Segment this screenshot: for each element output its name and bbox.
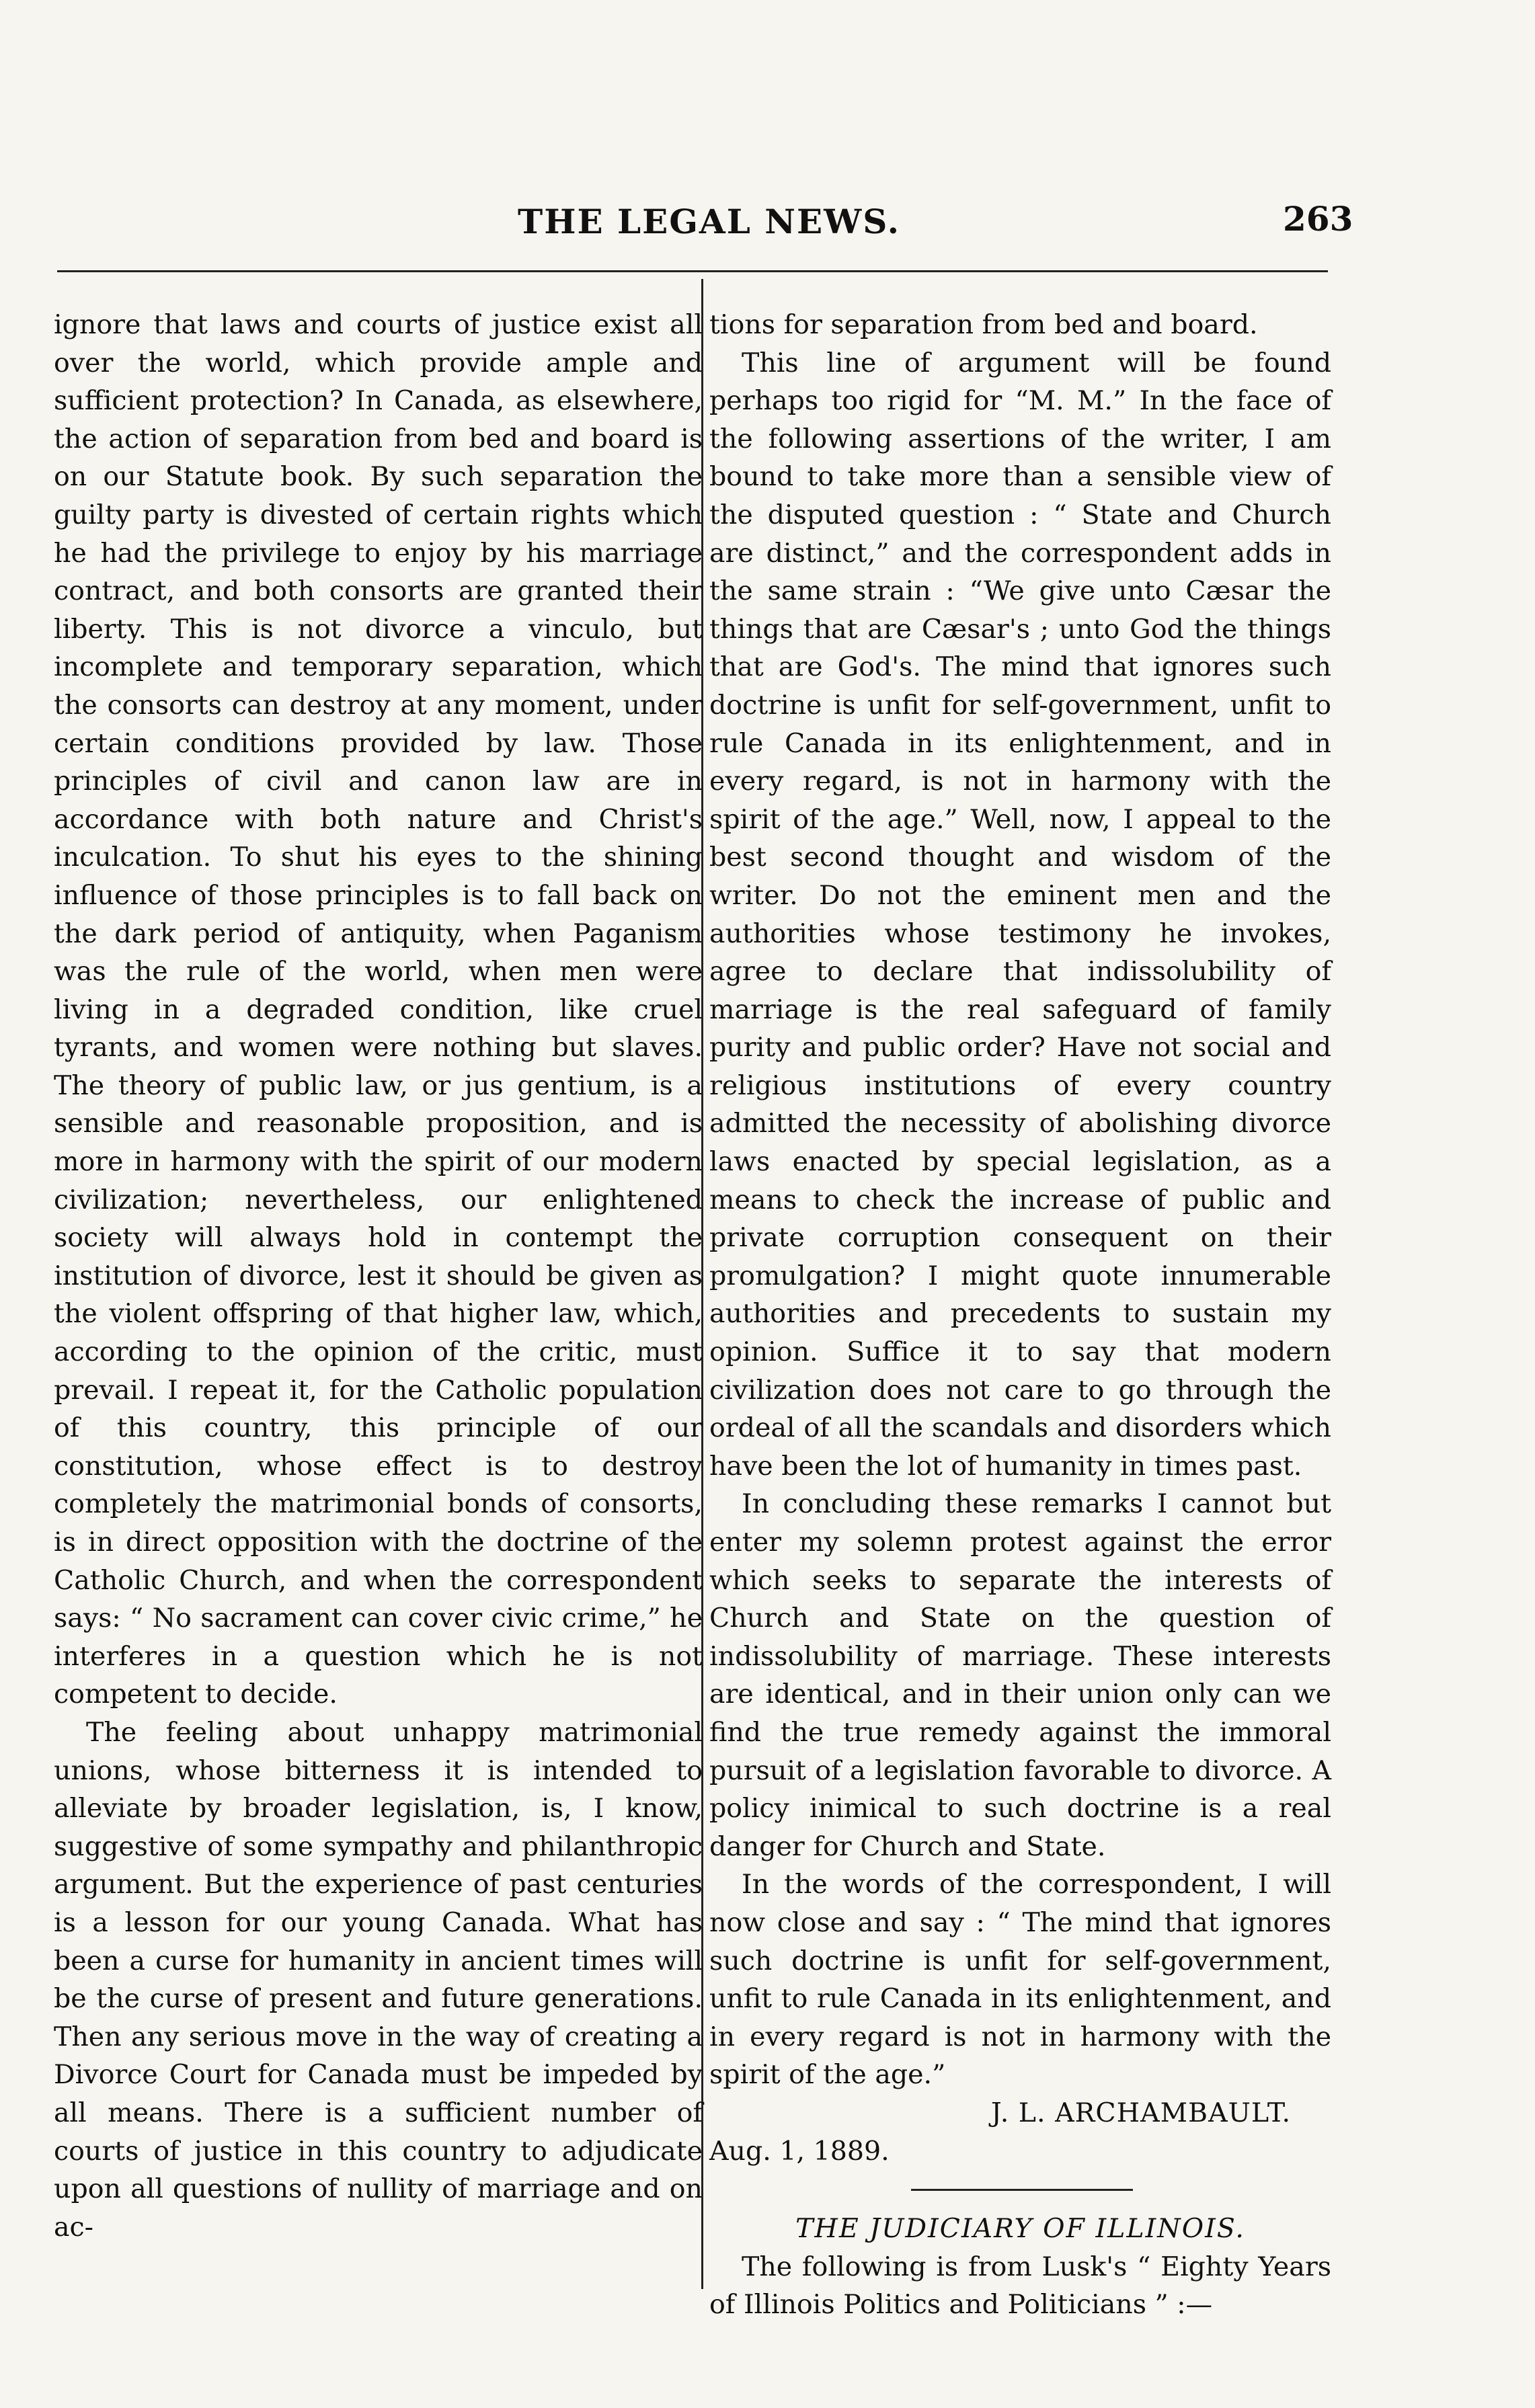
left-paragraph-2: The feeling about unhappy matrimonial unions, whose bitterness it is intended to alleviate by broader legislation, is, I know, suggestive of some sympathy and philanthropic argument. But the experience of past centuries is a lesson for our young Canada. What has been a curse for humanity in ancient times will be the curse of present and future generations. Then any serious move in the way of creating a Divorce Court for Canada must be impeded by all means. There is a sufficient number of courts of justice in this country to adjudicate upon all questions of nullity of marriage and on ac-	[54, 1716, 703, 2243]
article-date: Aug. 1, 1889.	[709, 2135, 890, 2167]
right-paragraph-4: In the words of the correspondent, I will now close and say : “ The mind that ignores such doctrine is unfit for self-government, unfit to rule Canada in its enlightenment, and in every regard is not in harmony with the spirit of the age.”	[709, 1869, 1331, 2091]
right-paragraph-1: tions for separation from bed and board.	[709, 309, 1258, 340]
left-paragraph-1: ignore that laws and courts of justice exist all over the world, which provide ample and sufficient protection? In Canada, as elsewhere, the action of separation from bed and board is on our Statute book. By such separation the guilty party is divested of certain rights which he had the privilege to enjoy by his marriage contract, and both consorts are granted their liberty. This is not divorce a vinculo, but incomplete and temporary separation, which the consorts can destroy at any moment, under certain conditions provided by law. Those principles of civil and canon law are in accordance with both nature and Christ's inculcation. To shut his eyes to the shining influence of those principles is to fall back on the dark period of antiquity, when Paganism was the rule of the world, when men were living in a degraded condition, like cruel tyrants, and women were nothing but slaves. The theory of public law, or jus gentium, is a sensible and reasonable proposition, and is more in harmony with the spirit of our modern civilization; nevertheless, our enlightened society will always hold in contempt the institution of divorce, lest it should be given as the violent offspring of that higher law, which, according to the opinion of the critic, must prevail. I repeat it, for the Catholic population of this country, this principle of our constitution, whose effect is to destroy completely the matrimonial bonds of consorts, is in direct opposition with the doctrine of the Catholic Church, and when the correspondent says: “ No sacrament can cover civic crime,” he interferes in a question which he is not competent to decide.	[54, 309, 703, 1710]
right-paragraph-2: This line of argument will be found perhaps too rigid for “M. M.” In the face of the following assertions of the writer, I am bound to take more than a sensible view of the disputed question : “ State and Church are distinct,” and the correspondent adds in the same strain : “We give unto Cæsar the things that are Cæsar's ; unto God the things that are God's. The mind that ignores such doctrine is unfit for self-government, unfit to rule Canada in its enlightenment, and in every regard, is not in harmony with the spirit of the age.” Well, now, I appeal to the best second thought and wisdom of the writer. Do not the eminent men and the authorities whose testimony he invokes, agree to declare that indissolubility of marriage is the real safeguard of family purity and public order? Have not social and religious institutions of every country admitted the necessity of abolishing divorce laws enacted by special legislation, as a means to check the increase of public and private corruption consequent on their promulgation? I might quote innumerable authorities and precedents to sustain my opinion. Suffice it to say that modern civilization does not care to go through the ordeal of all the scandals and disorders which have been the lot of humanity in times past.	[709, 347, 1331, 1482]
running-title: THE LEGAL NEWS.	[518, 202, 900, 241]
right-paragraph-3: In concluding these remarks I cannot but enter my solemn protest against the error which seeks to separate the interests of Church and State on the question of indissolubility of marriage. These interests are identical, and in their union only can we find the true remedy against the immoral pursuit of a legislation favorable to divorce. A policy inimical to such doctrine is a real danger for Church and State.	[709, 1488, 1331, 1862]
page-number: 263	[1283, 199, 1353, 239]
page-header	[0, 195, 1535, 249]
section-title: THE JUDICIARY OF ILLINOIS.	[795, 2213, 1245, 2245]
author-signature: J. L. ARCHAMBAULT.	[990, 2097, 1291, 2128]
section-divider	[911, 2189, 1133, 2191]
header-rule	[57, 270, 1328, 272]
left-column	[54, 306, 703, 2246]
right-column	[709, 306, 1331, 2324]
right-paragraph-5: The following is from Lusk's “ Eighty Years of Illinois Politics and Politicians ” :—	[709, 2251, 1331, 2321]
